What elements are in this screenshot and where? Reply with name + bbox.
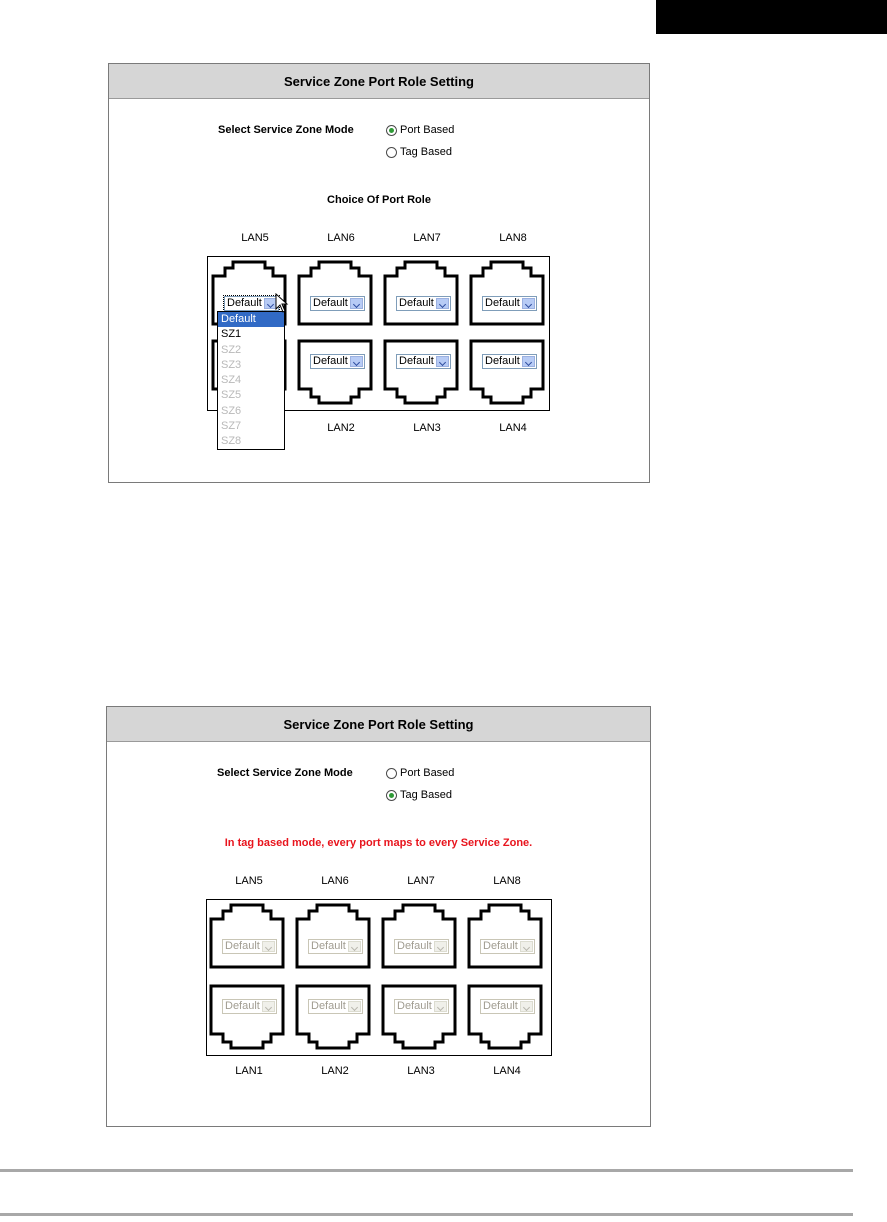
port-lan7 — [383, 260, 459, 326]
port-lan4 — [469, 339, 545, 405]
select-value: Default — [225, 940, 260, 952]
dropdown-option-disabled: SZ5 — [221, 389, 242, 402]
select-value: Default — [311, 940, 346, 952]
port-lan5 — [209, 903, 285, 969]
rj45-port-icon — [295, 984, 371, 1050]
dropdown-option-disabled: SZ7 — [221, 420, 242, 433]
select-value: Default — [483, 1000, 518, 1012]
rj45-port-icon — [469, 260, 545, 326]
radio-tag-based-label: Tag Based — [400, 146, 452, 158]
port-lan2 — [297, 339, 373, 405]
radio-port-based[interactable] — [386, 767, 454, 779]
port-role-subtitle: Choice Of Port Role — [327, 194, 431, 206]
radio-port-based-label: Port Based — [400, 124, 455, 136]
port-role-select-lan5[interactable] — [224, 296, 279, 311]
port-role-select-lan8 — [480, 939, 535, 954]
port-lan2 — [295, 984, 371, 1050]
lan-label: LAN2 — [321, 1065, 349, 1077]
chevron-down-icon — [348, 1001, 361, 1012]
port-lan1 — [209, 984, 285, 1050]
rj45-port-icon — [383, 260, 459, 326]
chevron-down-icon — [436, 356, 449, 367]
select-value: Default — [483, 940, 518, 952]
radio-tag-based[interactable] — [386, 789, 452, 801]
page-corner-tab — [656, 0, 887, 34]
rj45-port-icon — [381, 984, 457, 1050]
chevron-down-icon — [520, 941, 533, 952]
dropdown-option-disabled: SZ3 — [221, 358, 242, 371]
tag-mode-notice: In tag based mode, every port maps to every Service Zone. — [224, 837, 533, 849]
lan-label: LAN7 — [413, 232, 441, 244]
port-role-select-lan2[interactable] — [310, 354, 365, 369]
port-lan8 — [467, 903, 543, 969]
port-role-select-lan7[interactable] — [396, 296, 451, 311]
radio-tag-based[interactable] — [386, 146, 452, 158]
select-value: Default — [399, 355, 434, 367]
chevron-down-icon — [348, 941, 361, 952]
port-lan8 — [469, 260, 545, 326]
port-lan7 — [381, 903, 457, 969]
select-value: Default — [313, 297, 348, 309]
chevron-down-icon — [522, 298, 535, 309]
rj45-port-icon — [209, 984, 285, 1050]
lan-label: LAN2 — [327, 422, 355, 434]
lan-label: LAN5 — [241, 232, 269, 244]
port-role-select-lan7 — [394, 939, 449, 954]
port-role-select-lan1 — [222, 999, 277, 1014]
rj45-port-icon — [469, 339, 545, 405]
port-role-panel-port-based — [108, 63, 650, 483]
lan-label: LAN3 — [407, 1065, 435, 1077]
lan-label: LAN4 — [493, 1065, 521, 1077]
port-role-dropdown-list[interactable] — [217, 311, 285, 450]
port-role-select-lan2 — [308, 999, 363, 1014]
radio-checked-icon — [386, 790, 397, 801]
port-lan6 — [295, 903, 371, 969]
port-role-select-lan5 — [222, 939, 277, 954]
dropdown-option[interactable]: SZ1 — [221, 328, 242, 341]
dropdown-option[interactable]: Default — [218, 312, 284, 327]
panel-title: Service Zone Port Role Setting — [109, 64, 649, 99]
rj45-port-icon — [467, 984, 543, 1050]
port-role-select-lan4 — [480, 999, 535, 1014]
chevron-down-icon — [262, 941, 275, 952]
rj45-port-icon — [297, 260, 373, 326]
panel-title: Service Zone Port Role Setting — [107, 707, 650, 742]
radio-unchecked-icon — [386, 768, 397, 779]
lan-label: LAN6 — [327, 232, 355, 244]
chevron-down-icon — [436, 298, 449, 309]
chevron-down-icon — [522, 356, 535, 367]
lan-label: LAN6 — [321, 875, 349, 887]
rj45-port-icon — [297, 339, 373, 405]
footer-rule-bottom — [0, 1213, 853, 1216]
chevron-down-icon — [350, 356, 363, 367]
dropdown-option-disabled: SZ8 — [221, 435, 242, 448]
select-value: Default — [313, 355, 348, 367]
lan-label: LAN8 — [499, 232, 527, 244]
rj45-port-icon — [467, 903, 543, 969]
select-value: Default — [399, 297, 434, 309]
radio-unchecked-icon — [386, 147, 397, 158]
chevron-down-icon — [350, 298, 363, 309]
select-value: Default — [485, 297, 520, 309]
select-value: Default — [311, 1000, 346, 1012]
select-value: Default — [397, 940, 432, 952]
mouse-cursor-icon — [275, 293, 289, 313]
port-role-select-lan8[interactable] — [482, 296, 537, 311]
select-value: Default — [227, 297, 262, 309]
rj45-port-icon — [295, 903, 371, 969]
lan-label: LAN5 — [235, 875, 263, 887]
rj45-port-icon — [381, 903, 457, 969]
switch-ports-diagram — [206, 899, 552, 1056]
radio-tag-based-label: Tag Based — [400, 789, 452, 801]
select-value: Default — [225, 1000, 260, 1012]
service-zone-mode-label: Select Service Zone Mode — [218, 124, 354, 136]
port-role-panel-tag-based — [106, 706, 651, 1127]
lan-label: LAN7 — [407, 875, 435, 887]
dropdown-option-disabled: SZ6 — [221, 404, 242, 417]
port-role-select-lan6 — [308, 939, 363, 954]
chevron-down-icon — [262, 1001, 275, 1012]
lan-label: LAN4 — [499, 422, 527, 434]
chevron-down-icon — [520, 1001, 533, 1012]
lan-label: LAN8 — [493, 875, 521, 887]
port-role-select-lan3 — [394, 999, 449, 1014]
chevron-down-icon — [434, 1001, 447, 1012]
dropdown-option-disabled: SZ2 — [221, 343, 242, 356]
port-role-select-lan6[interactable] — [310, 296, 365, 311]
lan-label: LAN3 — [413, 422, 441, 434]
port-role-select-lan4[interactable] — [482, 354, 537, 369]
lan-label: LAN1 — [235, 1065, 263, 1077]
radio-port-based[interactable] — [386, 124, 454, 136]
service-zone-mode-label: Select Service Zone Mode — [217, 767, 353, 779]
radio-port-based-label: Port Based — [400, 767, 455, 779]
port-role-select-lan3[interactable] — [396, 354, 451, 369]
footer-rule-top — [0, 1169, 853, 1172]
chevron-down-icon — [434, 941, 447, 952]
rj45-port-icon — [209, 903, 285, 969]
radio-checked-icon — [386, 125, 397, 136]
select-value: Default — [485, 355, 520, 367]
dropdown-option-disabled: SZ4 — [221, 374, 242, 387]
port-lan3 — [381, 984, 457, 1050]
port-lan4 — [467, 984, 543, 1050]
port-lan3 — [383, 339, 459, 405]
select-value: Default — [397, 1000, 432, 1012]
rj45-port-icon — [383, 339, 459, 405]
port-lan6 — [297, 260, 373, 326]
